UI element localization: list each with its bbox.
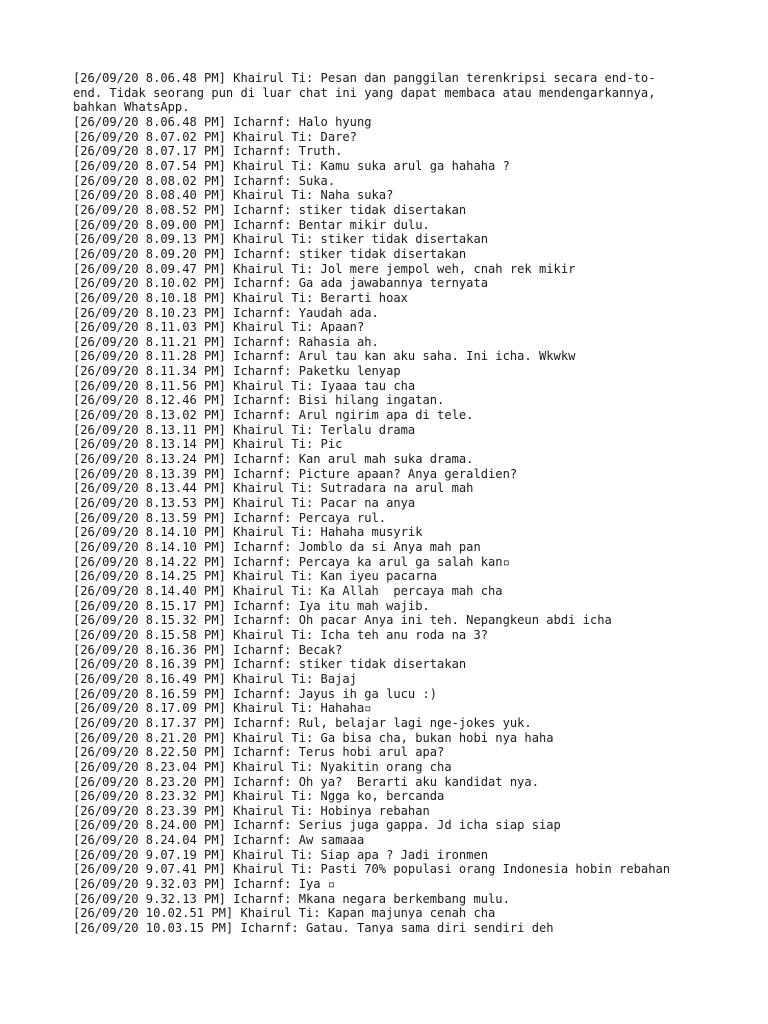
encryption-notice: [73, 71, 698, 115]
chat-message-line: [26/09/20 8.13.24 PM] Icharnf: Kan arul mah suka drama.: [73, 452, 474, 467]
chat-message-line: [26/09/20 8.09.13 PM] Khairul Ti: stiker tidak disertakan: [73, 232, 489, 247]
chat-message-line: [26/09/20 9.07.19 PM] Khairul Ti: Siap apa ? Jadi ironmen: [73, 847, 489, 862]
chat-message-line: [26/09/20 8.14.40 PM] Khairul Ti: Ka Allah percaya mah cha: [73, 583, 503, 598]
chat-message-line: [26/09/20 8.15.58 PM] Khairul Ti: Icha teh anu roda na 3?: [73, 627, 489, 642]
chat-message-line: [26/09/20 9.32.03 PM] Icharnf: Iya ▫: [73, 877, 336, 892]
chat-message-line: [26/09/20 9.32.13 PM] Icharnf: Mkana negara berkembang mulu.: [73, 891, 510, 906]
chat-message-line: [26/09/20 8.17.37 PM] Icharnf: Rul, belajar lagi nge-jokes yuk.: [73, 715, 532, 730]
chat-message-line: [26/09/20 8.08.40 PM] Khairul Ti: Naha suka?: [73, 188, 394, 203]
chat-message-line: [26/09/20 8.11.03 PM] Khairul Ti: Apaan?: [73, 320, 365, 335]
chat-message-line: [26/09/20 8.13.44 PM] Khairul Ti: Sutradara na arul mah: [73, 481, 474, 496]
chat-message-line: [26/09/20 8.17.09 PM] Khairul Ti: Hahaha▫: [73, 701, 372, 716]
notice-line: bahkan WhatsApp.: [73, 100, 190, 115]
chat-message-line: [26/09/20 8.13.53 PM] Khairul Ti: Pacar na anya: [73, 496, 416, 511]
chat-message-line: [26/09/20 8.23.20 PM] Icharnf: Oh ya? Berarti aku kandidat nya.: [73, 774, 539, 789]
chat-message-line: [26/09/20 8.07.02 PM] Khairul Ti: Dare?: [73, 129, 357, 144]
message-list: [73, 115, 698, 936]
chat-message-line: [26/09/20 8.06.48 PM] Icharnf: Halo hyung: [73, 114, 372, 129]
chat-message-line: [26/09/20 8.23.39 PM] Khairul Ti: Hobinya rebahan: [73, 803, 430, 818]
chat-message-line: [26/09/20 8.13.39 PM] Icharnf: Picture apaan? Anya geraldien?: [73, 466, 518, 481]
chat-message-line: [26/09/20 8.15.32 PM] Icharnf: Oh pacar Anya ini teh. Nepangkeun abdi icha: [73, 613, 612, 628]
chat-message-line: [26/09/20 8.11.56 PM] Khairul Ti: Iyaaa tau cha: [73, 378, 416, 393]
chat-message-line: [26/09/20 8.11.21 PM] Icharnf: Rahasia ah.: [73, 334, 379, 349]
chat-message-line: [26/09/20 8.21.20 PM] Khairul Ti: Ga bisa cha, bukan hobi nya haha: [73, 730, 554, 745]
chat-message-line: [26/09/20 8.24.00 PM] Icharnf: Serius juga gappa. Jd icha siap siap: [73, 818, 561, 833]
chat-message-line: [26/09/20 8.09.47 PM] Khairul Ti: Jol mere jempol weh, cnah rek mikir: [73, 261, 576, 276]
chat-message-line: [26/09/20 8.09.00 PM] Icharnf: Bentar mikir dulu.: [73, 217, 430, 232]
chat-message-line: [26/09/20 8.10.23 PM] Icharnf: Yaudah ada.: [73, 305, 379, 320]
chat-message-line: [26/09/20 8.14.10 PM] Khairul Ti: Hahaha musyrik: [73, 525, 423, 540]
chat-message-line: [26/09/20 8.13.59 PM] Icharnf: Percaya rul.: [73, 510, 387, 525]
chat-message-line: [26/09/20 8.11.34 PM] Icharnf: Paketku lenyap: [73, 364, 401, 379]
chat-message-line: [26/09/20 8.16.39 PM] Icharnf: stiker tidak disertakan: [73, 657, 467, 672]
chat-message-line: [26/09/20 8.07.54 PM] Khairul Ti: Kamu suka arul ga hahaha ?: [73, 158, 510, 173]
chat-message-line: [26/09/20 8.15.17 PM] Icharnf: Iya itu mah wajib.: [73, 598, 430, 613]
chat-message-line: [26/09/20 8.14.25 PM] Khairul Ti: Kan iyeu pacarna: [73, 569, 438, 584]
chat-message-line: [26/09/20 8.23.04 PM] Khairul Ti: Nyakitin orang cha: [73, 759, 452, 774]
notice-line: [26/09/20 8.06.48 PM] Khairul Ti: Pesan dan panggilan terenkripsi secara end-to-: [73, 71, 656, 85]
chat-message-line: [26/09/20 8.08.02 PM] Icharnf: Suka.: [73, 173, 336, 188]
chat-transcript: [73, 71, 698, 936]
chat-message-line: [26/09/20 8.24.04 PM] Icharnf: Aw samaaa: [73, 833, 365, 848]
chat-message-line: [26/09/20 8.16.59 PM] Icharnf: Jayus ih ga lucu :): [73, 686, 438, 701]
chat-message-line: [26/09/20 8.13.02 PM] Icharnf: Arul ngirim apa di tele.: [73, 408, 474, 423]
chat-message-line: [26/09/20 8.10.02 PM] Icharnf: Ga ada jawabannya ternyata: [73, 276, 489, 291]
chat-message-line: [26/09/20 8.08.52 PM] Icharnf: stiker tidak disertakan: [73, 202, 467, 217]
chat-message-line: [26/09/20 8.12.46 PM] Icharnf: Bisi hilang ingatan.: [73, 393, 445, 408]
chat-message-line: [26/09/20 8.10.18 PM] Khairul Ti: Berarti hoax: [73, 290, 408, 305]
chat-message-line: [26/09/20 8.07.17 PM] Icharnf: Truth.: [73, 144, 343, 159]
chat-message-line: [26/09/20 10.02.51 PM] Khairul Ti: Kapan majunya cenah cha: [73, 906, 496, 921]
chat-message-line: [26/09/20 8.16.49 PM] Khairul Ti: Bajaj: [73, 671, 357, 686]
chat-message-line: [26/09/20 8.13.11 PM] Khairul Ti: Terlalu drama: [73, 422, 416, 437]
chat-message-line: [26/09/20 8.14.22 PM] Icharnf: Percaya ka arul ga salah kan▫: [73, 554, 510, 569]
notice-line: end. Tidak seorang pun di luar chat ini yang dapat membaca atau mendengarkannya,: [73, 85, 656, 100]
chat-message-line: [26/09/20 8.14.10 PM] Icharnf: Jomblo da si Anya mah pan: [73, 540, 481, 554]
chat-message-line: [26/09/20 8.23.32 PM] Khairul Ti: Ngga ko, bercanda: [73, 789, 445, 804]
chat-message-line: [26/09/20 9.07.41 PM] Khairul Ti: Pasti 70% populasi orang Indonesia hobin rebahan: [73, 862, 671, 877]
chat-message-line: [26/09/20 8.09.20 PM] Icharnf: stiker tidak disertakan: [73, 246, 467, 261]
chat-message-line: [26/09/20 8.13.14 PM] Khairul Ti: Pic: [73, 437, 343, 452]
chat-message-line: [26/09/20 10.03.15 PM] Icharnf: Gatau. Tanya sama diri sendiri deh: [73, 921, 554, 936]
chat-message-line: [26/09/20 8.11.28 PM] Icharnf: Arul tau kan aku saha. Ini icha. Wkwkw: [73, 349, 576, 364]
chat-message-line: [26/09/20 8.16.36 PM] Icharnf: Becak?: [73, 642, 343, 657]
chat-message-line: [26/09/20 8.22.50 PM] Icharnf: Terus hobi arul apa?: [73, 745, 445, 760]
